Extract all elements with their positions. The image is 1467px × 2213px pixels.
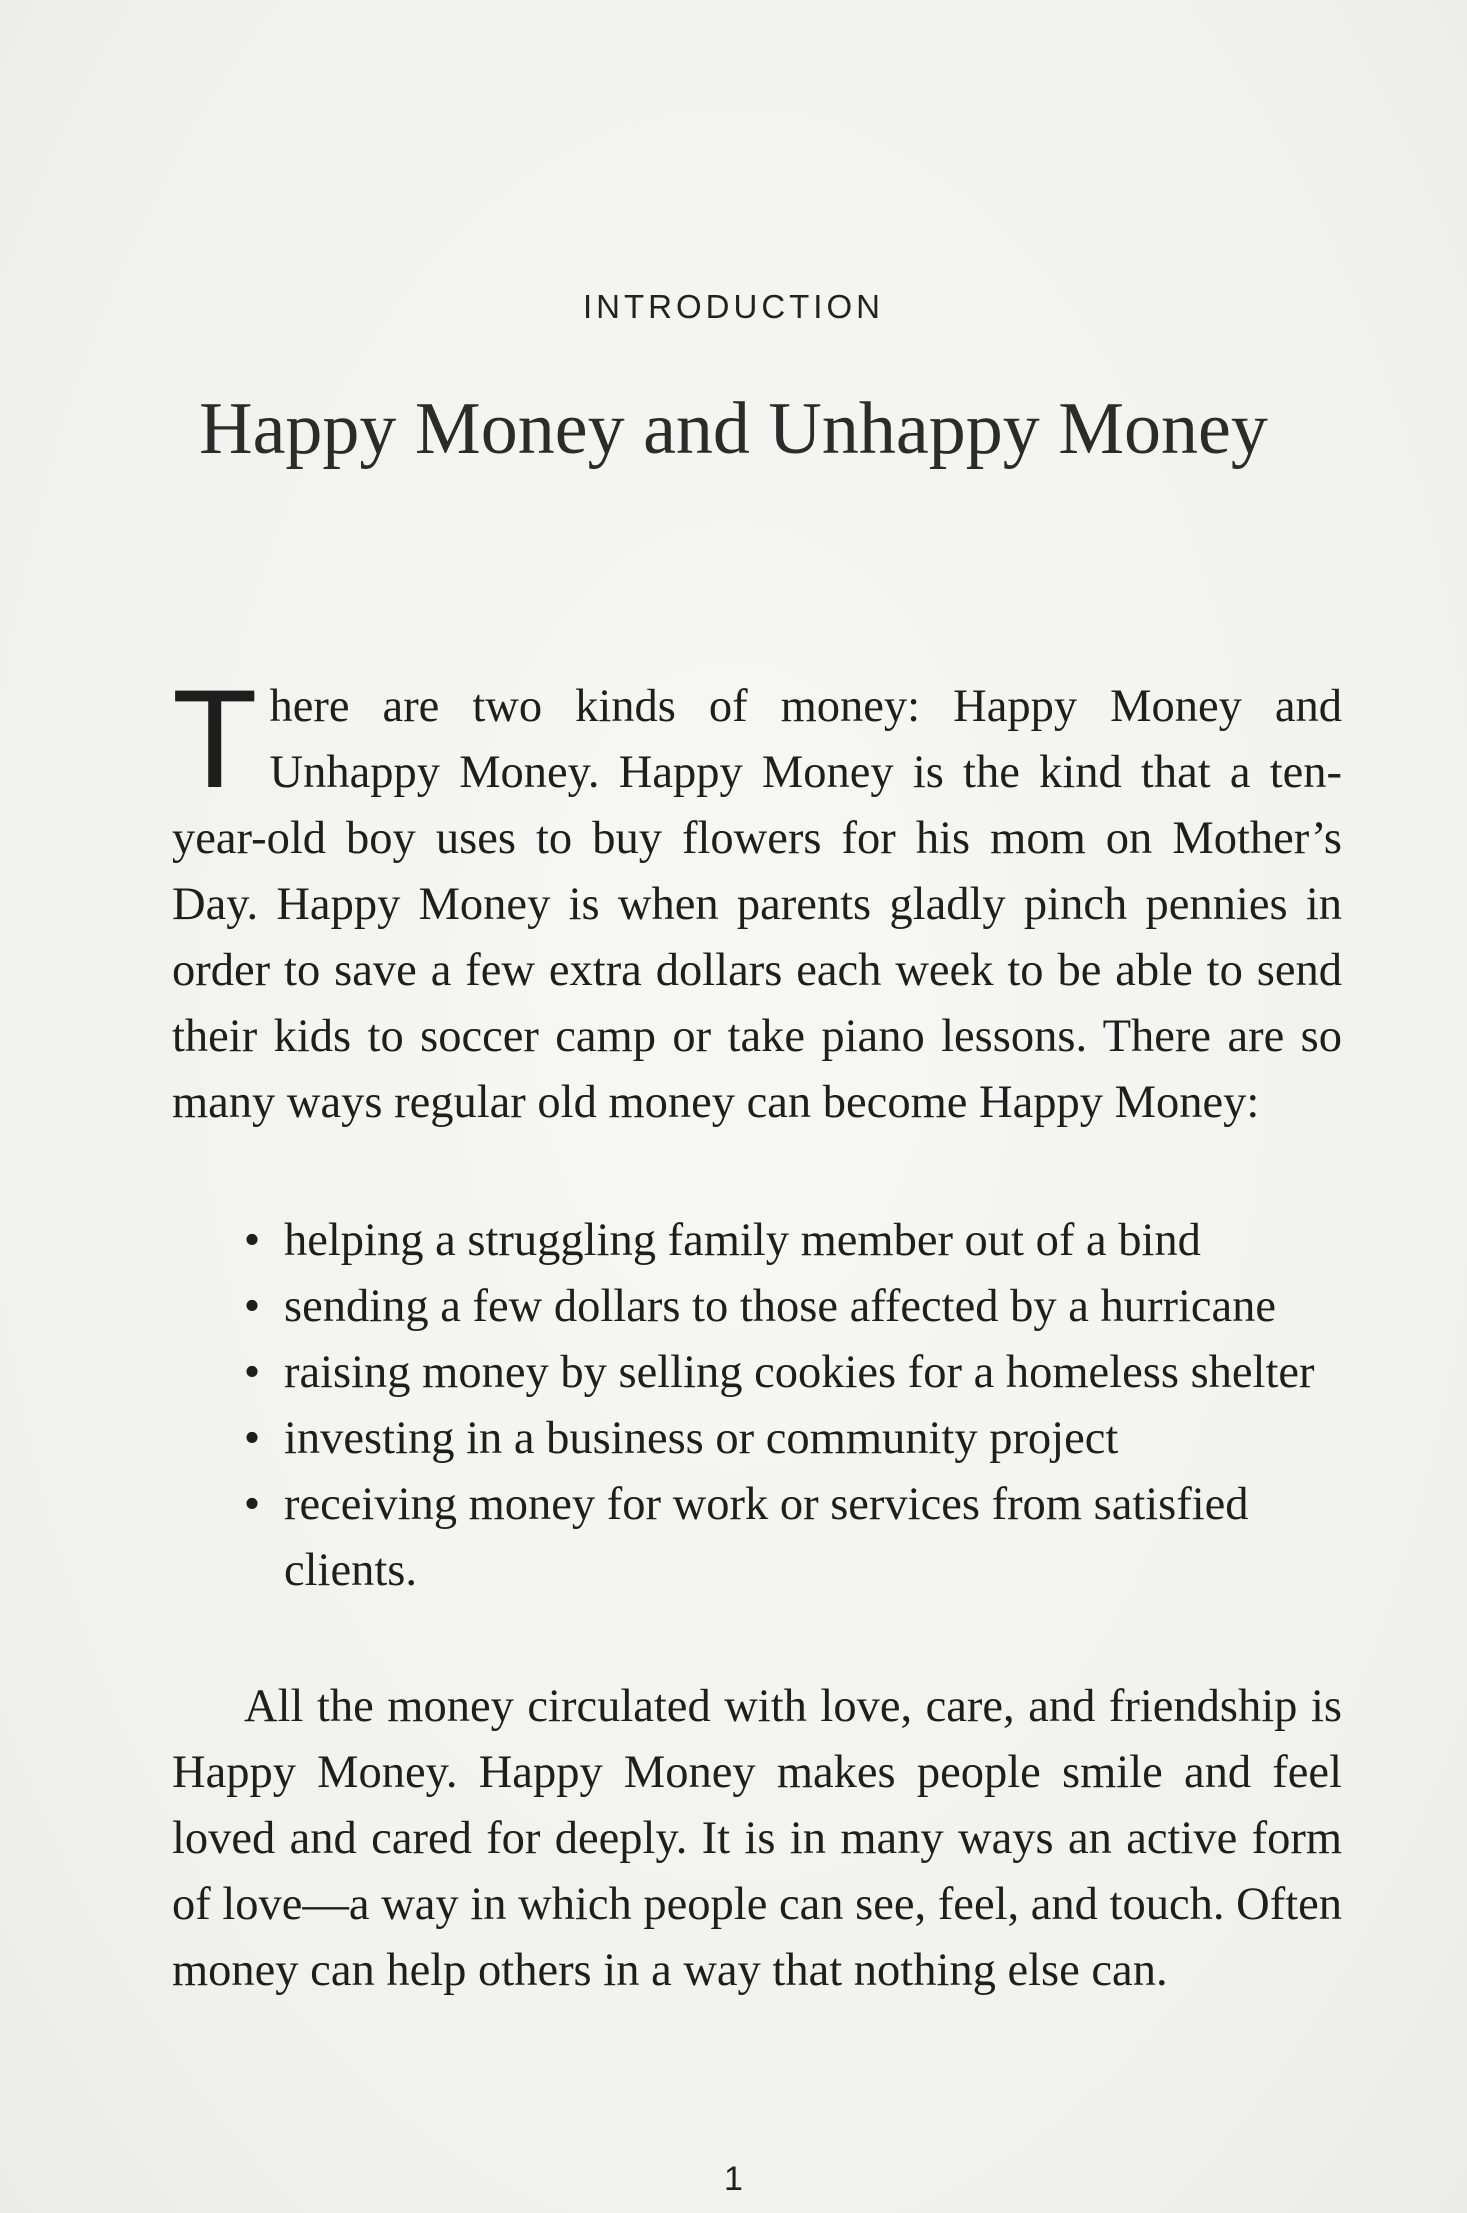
closing-paragraph: All the money circulated with love, care, and friendship is Happy Money. Happy Money makes people smile and feel loved and cared for deeply. It is in many ways an active form of love—a way in which people can see, feel, and touch. Often money can help others in a way that nothing else can. bbox=[172, 1681, 1342, 1996]
list-item-text: investing in a business or community project bbox=[284, 1413, 1119, 1464]
section-label: INTRODUCTION bbox=[583, 288, 884, 325]
list-item bbox=[242, 1340, 1322, 1406]
list-item bbox=[242, 1274, 1322, 1340]
bullet-icon: • bbox=[243, 1413, 261, 1464]
bullet-icon: • bbox=[243, 1281, 261, 1332]
list-item bbox=[242, 1472, 1322, 1604]
page-number: 1 bbox=[724, 2160, 743, 2198]
opening-paragraph-text: here are two kinds of money: Happy Money and Unhappy Money. Happy Money is the kind that a ten-year-old boy uses to buy flowers for his mom on Mother’s Day. Happy Money is when parents gladly pinch pennies in order to save a few extra dollars each week to be able to send their kids to soccer camp or take piano lessons. There are so many ways regular old money can become Happy Money: bbox=[172, 681, 1342, 1128]
list-item bbox=[242, 1208, 1322, 1274]
list-item bbox=[242, 1406, 1322, 1472]
list-item-text: receiving money for work or services from satisfied clients. bbox=[284, 1479, 1249, 1596]
bullet-list bbox=[242, 1208, 1322, 1604]
list-item-text: helping a struggling family member out of a bind bbox=[284, 1215, 1201, 1266]
drop-cap-letter: T bbox=[172, 660, 258, 817]
list-item-text: raising money by selling cookies for a homeless shelter bbox=[284, 1347, 1315, 1398]
bullet-icon: • bbox=[243, 1347, 261, 1398]
bullet-icon: • bbox=[243, 1479, 261, 1530]
bullet-icon: • bbox=[243, 1215, 261, 1266]
list-item-text: sending a few dollars to those affected by a hurricane bbox=[284, 1281, 1277, 1332]
opening-paragraph bbox=[172, 660, 1342, 1136]
chapter-title: Happy Money and Unhappy Money bbox=[199, 388, 1268, 470]
